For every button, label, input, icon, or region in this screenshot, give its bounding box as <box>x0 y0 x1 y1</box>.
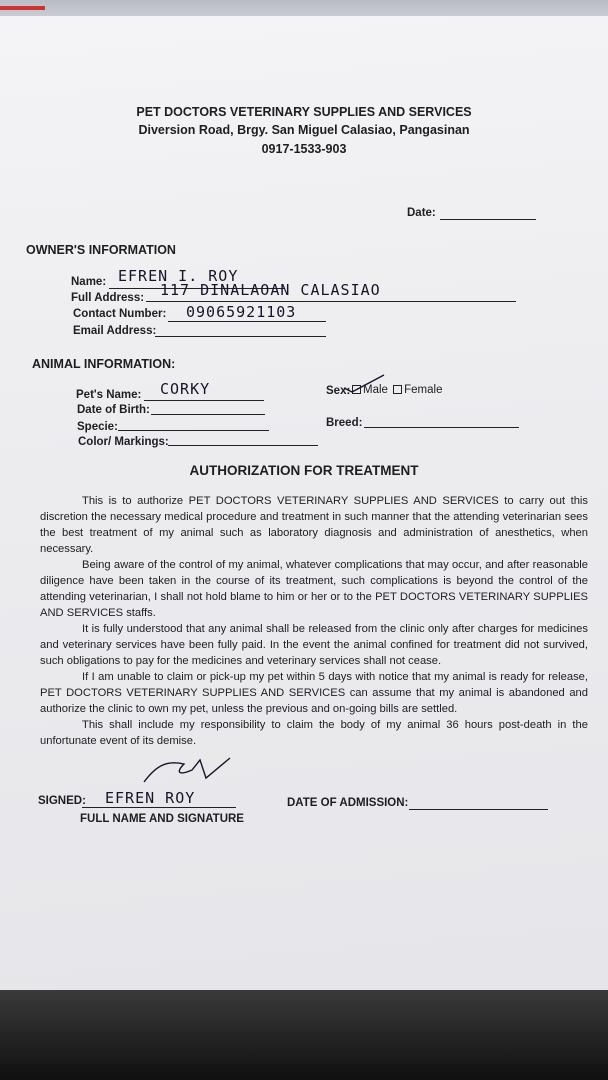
female-option-label: Female <box>404 384 443 396</box>
pets-name-label: Pet's Name: <box>76 389 142 401</box>
date-of-admission-line <box>409 809 548 810</box>
signed-label: SIGNED: <box>38 795 86 807</box>
date-of-birth-line <box>151 414 265 415</box>
full-address-value: 117 DINALAOAN CALASIAO <box>160 281 381 299</box>
sex-label: Sex: <box>326 385 351 397</box>
company-address: Diversion Road, Brgy. San Miguel Calasiao, Pangasinan <box>138 123 470 137</box>
full-name-signature-caption: FULL NAME AND SIGNATURE <box>80 813 244 825</box>
photo-bottom-background <box>0 990 608 1080</box>
pets-name-value: CORKY <box>160 380 211 398</box>
signature-scribble <box>136 752 236 790</box>
contact-number-value: 09065921103 <box>186 303 297 321</box>
name-label: Name: <box>71 276 107 288</box>
signature-line <box>82 807 236 808</box>
full-address-label: Full Address: <box>71 292 145 304</box>
paragraph-2: Being aware of the control of my animal, whatever complications that may occur, and after reasonable diligence have been taken in the course of its treatment, such complications is beyond the control of the attending veterinarian, I shall not hold blame to him or her or to the PET DOCTORS VETERINARY SUPPLIES AND SERVICES staffs. <box>40 559 588 619</box>
paragraph-1: This is to authorize PET DOCTORS VETERINARY SUPPLIES AND SERVICES to carry out this discretion the necessary medical procedure and treatment in such manner that the attending veterinarian sees the best treatment of my animal such as laboratory diagnosis and administration of anesthetics, when necessary. <box>40 495 588 555</box>
email-address-line <box>155 336 326 337</box>
date-of-birth-label: Date of Birth: <box>77 404 150 416</box>
consent-form-page <box>0 16 608 992</box>
company-phone: 0917-1533-903 <box>261 142 347 156</box>
color-markings-label: Color/ Markings: <box>78 436 169 448</box>
full-address-line <box>146 301 516 302</box>
red-mark <box>0 6 45 10</box>
female-checkbox[interactable] <box>393 385 402 394</box>
male-check-mark <box>340 372 388 394</box>
male-option-label: Male <box>363 384 388 396</box>
date-label: Date: <box>407 207 436 219</box>
pets-name-line <box>144 400 264 401</box>
paragraph-3: It is fully understood that any animal shall be released from the clinic only after charges for medicines and veterinary services have been fully paid. In the event the animal confined for treatment did not survived, such obligations to pay for the medicines and veterinary services shall not cease. <box>40 623 588 667</box>
date-line <box>440 219 536 220</box>
name-value: EFREN I. ROY <box>118 267 239 285</box>
authorization-title: AUTHORIZATION FOR TREATMENT <box>189 463 419 478</box>
specie-label: Specie: <box>77 421 118 433</box>
authorization-body <box>40 493 588 749</box>
specie-line <box>118 430 269 431</box>
date-of-admission-label: DATE OF ADMISSION: <box>287 797 409 809</box>
contact-number-line <box>168 321 326 322</box>
paragraph-4: If I am unable to claim or pick-up my pet within 5 days with notice that my animal is ready for release, PET DOCTORS VETERINARY SUPPLIES AND SERVICES can assume that my animal is abandoned and authorize the clinic to own my pet, unless the previous and on-going bills are settled. <box>40 671 588 715</box>
contact-number-label: Contact Number: <box>73 308 167 320</box>
breed-label: Breed: <box>326 417 363 429</box>
paragraph-5: This shall include my responsibility to claim the body of my animal 36 hours post-death in the unfortunate event of its demise. <box>40 719 588 747</box>
animal-section-title: ANIMAL INFORMATION: <box>32 357 176 371</box>
breed-line <box>364 427 519 428</box>
owner-section-title: OWNER'S INFORMATION <box>26 243 176 257</box>
signed-value: EFREN ROY <box>105 789 196 807</box>
email-address-label: Email Address: <box>73 325 157 337</box>
color-markings-line <box>168 445 318 446</box>
company-name: PET DOCTORS VETERINARY SUPPLIES AND SERVICES <box>136 105 472 119</box>
